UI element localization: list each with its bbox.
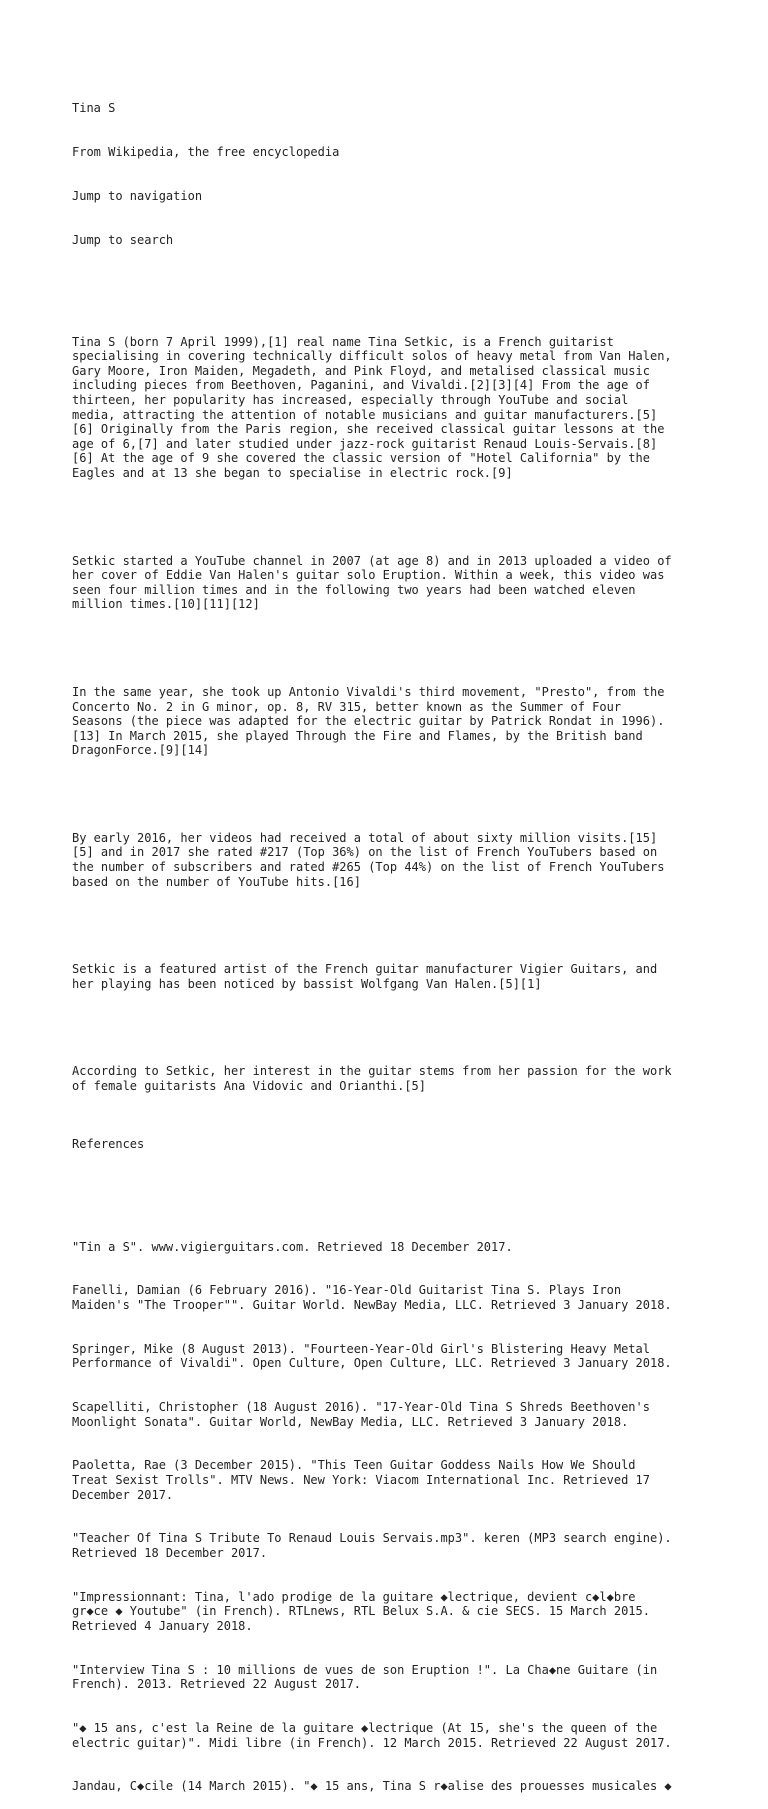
spacer — [72, 1021, 712, 1036]
article-tagline: From Wikipedia, the free encyclopedia — [72, 144, 340, 159]
reference-item: "Interview Tina S : 10 millions de vues de son Eruption !". La Cha◆ne Guitare (in French). 2013. Retrieved 22 August 2017. — [72, 1662, 658, 1692]
reference-item: "◆ 15 ans, c'est la Reine de la guitare ◆lectrique (At 15, she's the queen of the electric guitar)". Midi libre (in French). 12 March 2015. Retrieved 22 August 2017. — [72, 1721, 672, 1750]
spacer — [72, 641, 712, 656]
spacer — [72, 918, 712, 933]
paragraph-vivaldi: In the same year, she took up Antonio Vivaldi's third movement, "Presto", from the Concerto No. 2 in G minor, op. 8, RV 315, better known as the Summer of Four Seasons (the piece was adapted for the electric guitar by Patrick Rondat in 1996). [13] In March 2015, she played Through the Fire and Flames, by the British band DragonForce.[9][14] — [72, 684, 665, 758]
paragraph-influences: According to Setkic, her interest in the guitar stems from her passion for the work of female guitarists Ana Vidovic and Orianthi.[5] — [72, 1064, 672, 1093]
reference-item: Jandau, C◆cile (14 March 2015). "◆ 15 ans, Tina S r◆alise des prouesses musicales ◆ — [72, 1779, 672, 1794]
spacer — [72, 1181, 712, 1196]
spacer — [72, 787, 712, 802]
paragraph-youtube: Setkic started a YouTube channel in 2007 (at age 8) and in 2013 uploaded a video of her cover of Eddie Van Halen's guitar solo Eruption. Within a week, this video was seen four million times and in the following two years had been watched eleven million times.[10][11][12] — [72, 553, 672, 612]
jump-to-search-link[interactable]: Jump to search — [72, 232, 174, 247]
paragraph-popularity: By early 2016, her videos had received a total of about sixty million visits.[15] [5] and in 2017 she rated #217 (Top 36%) on the list of French YouTubers based on the number of subscribers and rated #265 (Top 44%) on the list of French YouTubers based on the number of YouTube hits.[16] — [72, 830, 665, 889]
reference-item: "Teacher Of Tina S Tribute To Renaud Louis Servais.mp3". keren (MP3 search engine). Retrieved 18 December 2017. — [72, 1531, 672, 1560]
reference-item: Scapelliti, Christopher (18 August 2016). "17-Year-Old Tina S Shreds Beethoven's Moonlight Sonata". Guitar World, NewBay Media, LLC. Retrieved 3 January 2018. — [72, 1400, 650, 1429]
jump-to-navigation-link[interactable]: Jump to navigation — [72, 188, 203, 203]
paragraph-vigier: Setkic is a featured artist of the French guitar manufacturer Vigier Guitars, and her playing has been noticed by bassist Wolfgang Van Halen.[5][1] — [72, 962, 658, 991]
spacer — [72, 510, 712, 525]
document-page — [72, 72, 712, 1809]
reference-item: "Tin a S". www.vigierguitars.com. Retrieved 18 December 2017. — [72, 1239, 513, 1254]
reference-item: "Impressionnant: Tina, l'ado prodige de la guitare ◆lectrique, devient c◆l◆bre gr◆ce ◆ Youtube" (in French). RTLnews, RTL Belux S.A. & cie SECS. 15 March 2015. Retrieved 4 January 2018. — [72, 1589, 650, 1633]
reference-item: Paoletta, Rae (3 December 2015). "This Teen Guitar Goddess Nails How We Should Treat Sexist Trolls". MTV News. New York: Viacom International Inc. Retrieved 17 December 2017. — [72, 1458, 650, 1502]
reference-item: Springer, Mike (8 August 2013). "Fourteen-Year-Old Girl's Blistering Heavy Metal Performance of Vivaldi". Open Culture, Open Culture, LLC. Retrieved 3 January 2018. — [72, 1341, 672, 1371]
reference-item: Fanelli, Damian (6 February 2016). "16-Year-Old Guitarist Tina S. Plays Iron Maiden's "The Trooper"". Guitar World. NewBay Media, LLC. Retrieved 3 January 2018. — [72, 1283, 672, 1312]
article-title: Tina S — [72, 101, 116, 116]
references-heading: References — [72, 1137, 145, 1152]
spacer — [72, 276, 712, 291]
paragraph-intro: Tina S (born 7 April 1999),[1] real name Tina Setkic, is a French guitarist specialising in covering technically difficult solos of heavy metal from Van Halen, Gary Moore, Iron Maiden, Megadeth, and Pink Floyd, and metalised classical music including pieces from Beethoven, Paganini, and Vivaldi.[2][3][4] From the age of thirteen, her popularity has increased, especially through YouTube and social media, attracting the attention of notable musicians and guitar manufacturers.[5] [6] Originally from the Paris region, she received classical guitar lessons at the age of 6,[7] and later studied under jazz-rock guitarist Renaud Louis-Servais.[8] [6] At the age of 9 she covered the classic version of "Hotel California" by the Eagles and at 13 she began to specialise in electric rock.[9] — [72, 334, 672, 481]
